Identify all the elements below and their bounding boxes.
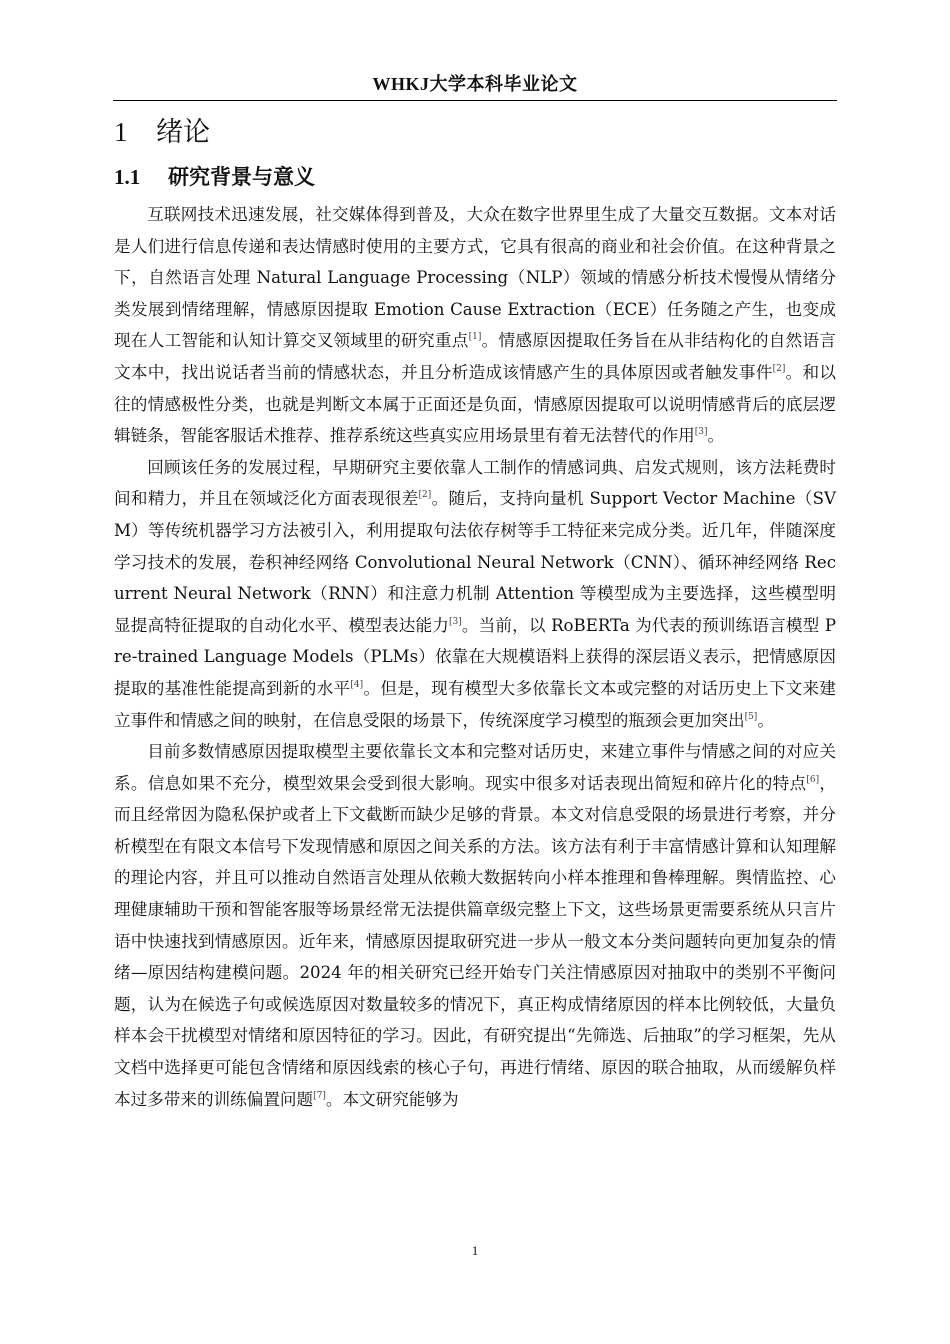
citation-marker: [7] (313, 1090, 326, 1101)
paragraph-text: 。本文研究能够为 (325, 1089, 459, 1109)
chapter-heading (114, 112, 210, 153)
citation-marker: [1] (468, 332, 482, 343)
citation-marker: [4] (350, 679, 364, 690)
section-number: 1.1 (114, 165, 141, 189)
body-paragraph (114, 452, 836, 736)
citation-marker: [5] (744, 711, 758, 722)
citation-marker: [3] (448, 616, 462, 627)
chapter-number: 1 (114, 117, 128, 147)
header-rule (113, 100, 837, 101)
section-heading (114, 160, 315, 194)
paragraph-text: 互联网技术迅速发展，社交媒体得到普及，大众在数字世界里生成了大量交互数据。文本对话是人们进行信息传递和表达情感时使用的主要方式，它具有很高的商业和社会价值。在这种背景之下，自然语言处理 Natural Language Processing（NLP）领域的情感分析技术慢慢从情绪分类发展到情绪理解，情感原因提取 Emotion Cause Extraction（ECE）任务随之产生，也变成现在人工智能和认知计算交叉领域里的研究重点 (114, 205, 836, 351)
citation-marker: [2] (418, 490, 432, 501)
paragraph-text: 。但是，现有模型大多依靠长文本或完整的对话历史上下文来建立事件和情感之间的映射，在信息受限的场景下，传统深度学习模型的瓶颈会更加突出 (114, 678, 837, 730)
citation-marker: [3] (694, 427, 708, 438)
paragraph-text: ，而且经常因为隐私保护或者上下文截断而缺少足够的背景。本文对信息受限的场景进行考察，并分析模型在有限文本信号下发现情感和原因之间关系的方法。该方法有利于丰富情感计算和认知理解的理论内容，并且可以推动自然语言处理从依赖大数据转向小样本推理和鲁棒理解。舆情监控、心理健康辅助干预和智能客服等场景经常无法提供篇章级完整上下文，这些场景更需要系统从只言片语中快速找到情感原因。近年来，情感原因提取研究进一步从一般文本分类问题转向更加复杂的情绪—原因结构建模问题。2024 年的相关研究已经开始专门关注情感原因对抽取中的类别不平衡问题，认为在候选子句或候选原因对数量较多的情况下，真正构成情绪原因的样本比例较低，大量负样本会干扰模型对情绪和原因特征的学习。因此，有研究提出“先筛选、后抽取”的学习框架，先从文档中选择更可能包含情绪和原因线索的核心子句，再进行情绪、原因的联合抽取，从而缓解负样本过多带来的训练偏置问题 (114, 773, 837, 1109)
body-text (114, 199, 836, 1115)
page-number: 1 (471, 1243, 479, 1258)
paragraph-text: 。当前，以 RoBERTa 为代表的预训练语言模型 Pre-trained Language Models（PLMs）依靠在大规模语料上获得的深层语义表示，把情感原因提取的基准性能提高到新的水平 (114, 615, 836, 698)
paragraph-text: 目前多数情感原因提取模型主要依靠长文本和完整对话历史，来建立事件与情感之间的对应关系。信息如果不充分，模型效果会受到很大影响。现实中很多对话表现出简短和碎片化的特点 (114, 742, 836, 793)
paragraph-text: 。 (707, 426, 725, 446)
paragraph-text: 。随后，支持向量机 Support Vector Machine（SVM）等传统机器学习方法被引入，利用提取句法依存树等手工特征来完成分类。近几年，伴随深度学习技术的发展，卷积神经网络 Convolutional Neural Network（CNN）、循环神经网络 Recurrent Neural Network（RNN）和注意力机制 Attention 等模型成为主要选择，这些模型明显提高特征提取的自动化水平、模型表达能力 (114, 489, 836, 635)
paragraph-text: 回顾该任务的发展过程，早期研究主要依靠人工制作的情感词典、启发式规则，该方法耗费时间和精力，并且在领域泛化方面表现很差 (114, 457, 836, 509)
running-header: WHKJ大学本科毕业论文 (372, 74, 578, 94)
section-title: 研究背景与意义 (168, 165, 315, 189)
citation-marker: [2] (772, 363, 786, 374)
body-paragraph (114, 736, 836, 1115)
paragraph-text: 。情感原因提取任务旨在从非结构化的自然语言文本中，找出说话者当前的情感状态，并且分析造成该情感产生的具体原因或者触发事件 (114, 331, 836, 382)
citation-marker: [6] (806, 774, 820, 785)
paragraph-text: 。和以往的情感极性分类，也就是判断文本属于正面还是负面，情感原因提取可以说明情感背后的底层逻辑链条，智能客服话术推荐、推荐系统这些真实应用场景里有着无法替代的作用 (114, 362, 837, 446)
chapter-title: 绪论 (156, 117, 210, 148)
paragraph-text: 。 (757, 710, 774, 730)
body-paragraph (114, 199, 836, 452)
